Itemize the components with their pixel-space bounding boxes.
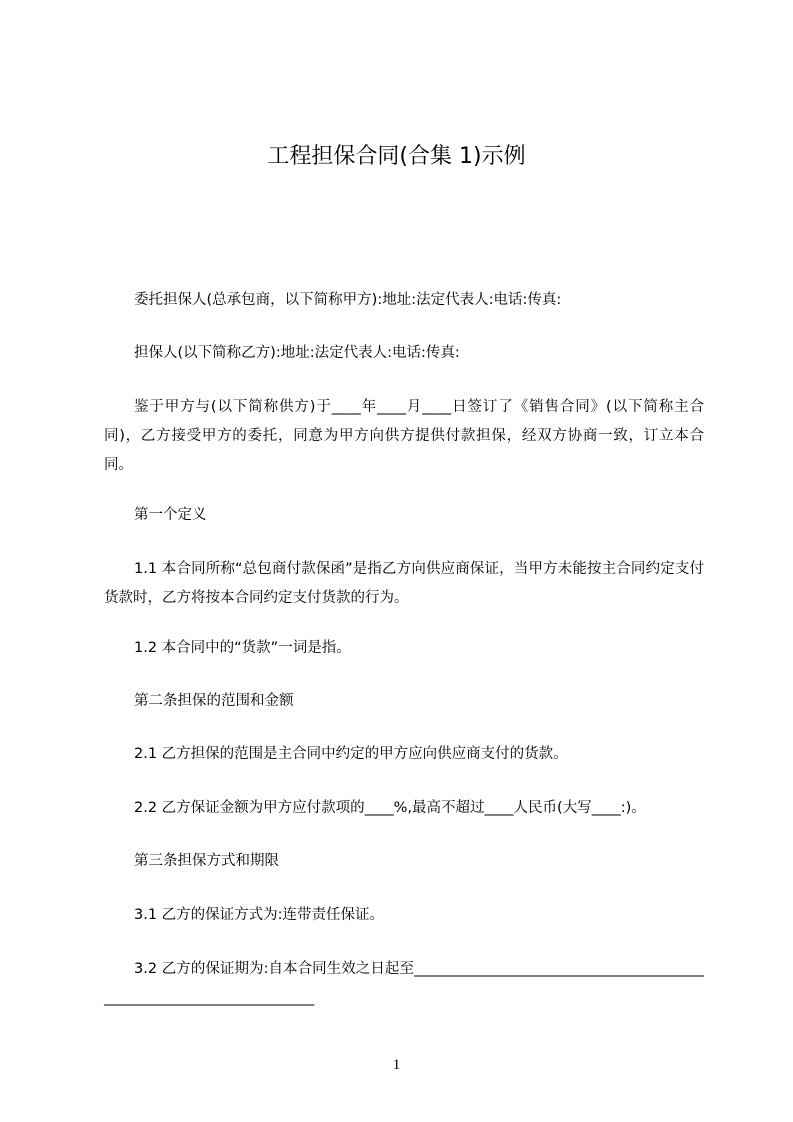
- page-number: 1: [392, 1057, 401, 1073]
- clause-3-2: 3.2 乙方的保证期为:自本合同生效之日起至_____________________________________________________________________: [104, 961, 704, 1006]
- document-title: 工程担保合同(合集 1)示例: [267, 144, 526, 169]
- clause-2-1: 2.1 乙方担保的范围是主合同中约定的甲方应向供应商支付的货款。: [134, 746, 568, 762]
- clause-1-2: 1.2 本合同中的“货款”一词是指。: [134, 640, 351, 656]
- section-heading-3: 第三条担保方式和期限: [134, 853, 279, 869]
- clause-3-1: 3.1 乙方的保证方式为:连带责任保证。: [134, 907, 385, 923]
- clause-1-1: 1.1 本合同所称“总包商付款保函”是指乙方向供应商保证，当甲方未能按主合同约定支付货款时，乙方将按本合同约定支付货款的行为。: [104, 561, 704, 606]
- preamble-paragraph: 鉴于甲方与(以下简称供方)于____年____月____日签订了《销售合同》(以下简称主合同)，乙方接受甲方的委托，同意为甲方向供方提供付款担保，经双方协商一致，订立本合同。: [104, 399, 704, 473]
- section-heading-2: 第二条担保的范围和金额: [134, 693, 294, 709]
- party-a-info: 委托担保人(总承包商，以下简称甲方):地址:法定代表人:电话:传真:: [134, 292, 562, 308]
- section-heading-1: 第一个定义: [134, 507, 207, 523]
- party-b-info: 担保人(以下简称乙方):地址:法定代表人:电话:传真:: [134, 345, 460, 361]
- clause-2-2: 2.2 乙方保证金额为甲方应付款项的____%,最高不超过____人民币(大写____:)。: [134, 800, 646, 816]
